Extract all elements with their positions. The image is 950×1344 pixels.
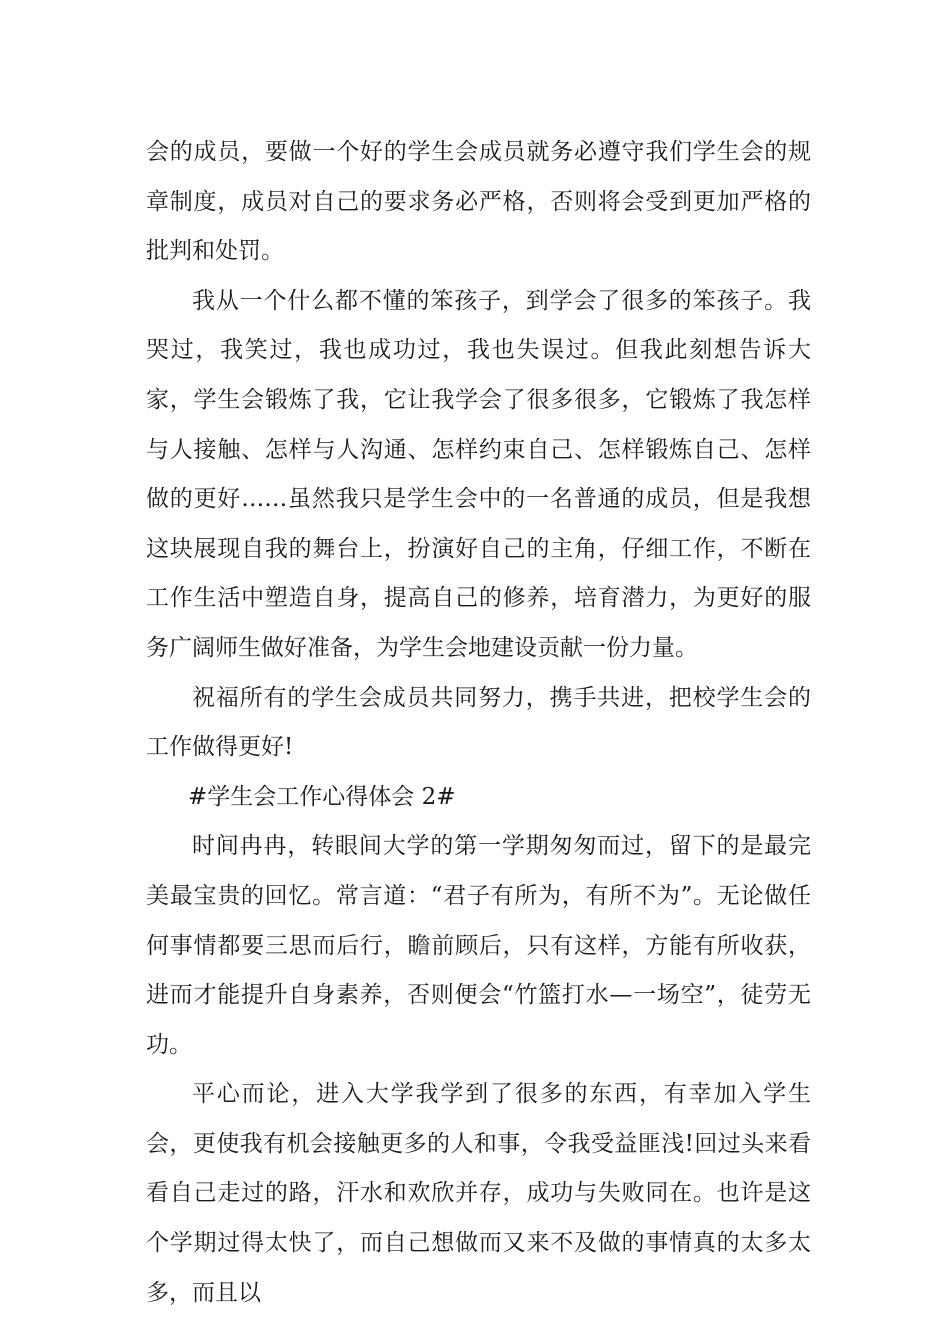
paragraph-time: 时间冉冉，转眼间大学的第一学期匆匆而过，留下的是最完美最宝贵的回忆。常言道：“君子有所为，有所不为”。无论做任何事情都要三思而后行，瞻前顾后，只有这样，方能有所收获，进而才能提升自身素养，否则便会“竹篮打水—一场空”，徒劳无功。 [146,833,811,1058]
section-heading: #学生会工作心得体会 2# [188,783,456,810]
paragraph-continuation: 会的成员，要做一个好的学生会成员就务必遵守我们学生会的规章制度，成员对自己的要求务必严格，否则将会受到更加严格的批判和处罚。 [146,139,811,265]
paragraph-wishes: 祝福所有的学生会成员共同努力，携手共进，把校学生会的工作做得更好! [146,684,811,761]
paragraph-growth: 我从一个什么都不懂的笨孩子，到学会了很多的笨孩子。我哭过，我笑过，我也成功过，我也失误过。但我此刻想告诉大家，学生会锻炼了我，它让我学会了很多很多，它锻炼了我怎样与人接触、怎样与人沟通、怎样约束自己、怎样锻炼自己、怎样做的更好……虽然我只是学生会中的一名普通的成员，但是我想这块展现自我的舞台上，扮演好自己的主角，仔细工作，不断在工作生活中塑造自身，提高自己的修养，培育潜力，为更好的服务广阔师生做好准备，为学生会地建设贡献一份力量。 [146,287,811,661]
paragraph-reflection: 平心而论，进入大学我学到了很多的东西，有幸加入学生会，更使我有机会接触更多的人和事，令我受益匪浅!回过头来看看自己走过的路，汗水和欢欣并存，成功与失败同在。也许是这个学期过得太快了，而自己想做而又来不及做的事情真的太多太多，而且以 [146,1081,811,1306]
document-body [146,128,811,1318]
